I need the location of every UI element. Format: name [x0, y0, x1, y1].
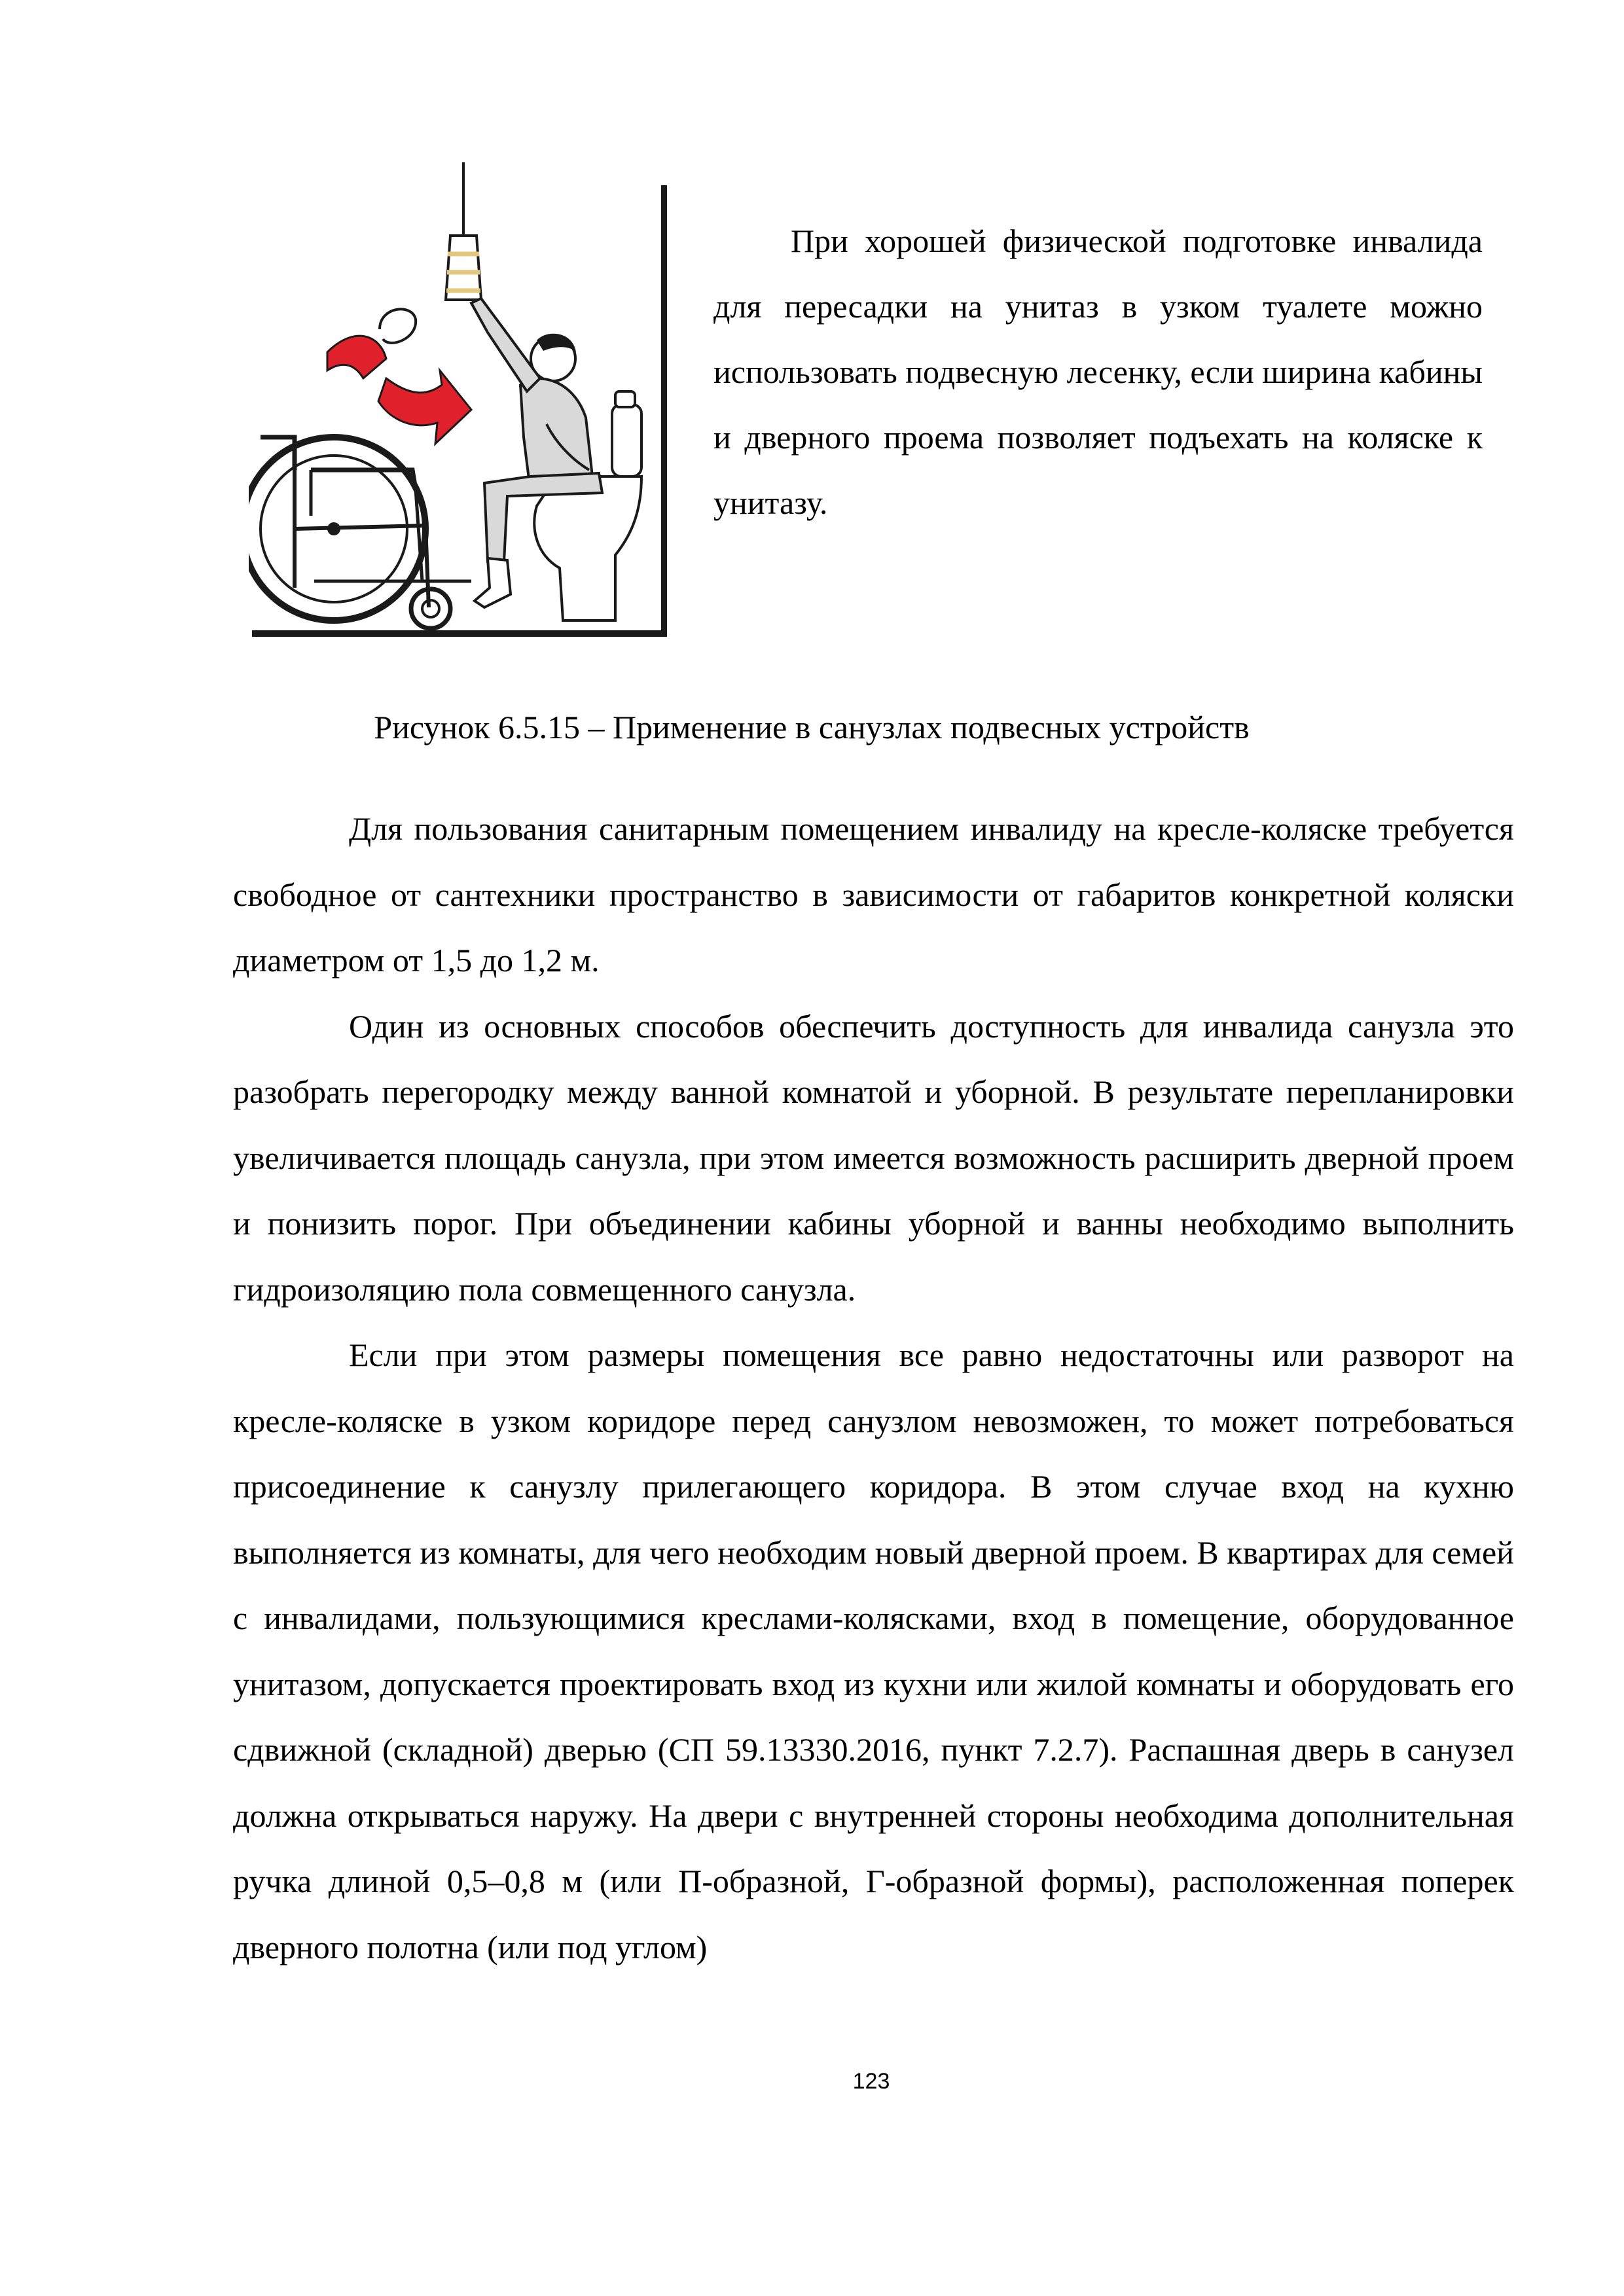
wheelchair-transfer-ladder-illustration [249, 162, 674, 640]
toilet-bowl [534, 476, 641, 620]
paragraph: Для пользования санитарным помещением инвалиду на кресле-коляске требуется свободное от сантехники пространство в зависимости от габаритов конкретной коляски диаметром от 1,5 до 1,2 м. [233, 810, 1514, 978]
wheelchair-front-caster [411, 589, 450, 628]
wheelchair-seat-frame [295, 526, 429, 607]
transfer-arrow-bottom [378, 370, 471, 444]
body-text [233, 796, 1514, 1980]
figure-side-text [713, 208, 1483, 535]
figure-illustration [249, 162, 674, 640]
paragraph: Если при этом размеры помещения все равно недостаточны или разворот на кресле-коляске в узком коридоре перед санузлом невозможен, то может потребоваться присоединение к санузлу прилегающего коридора. В этом случае вход на кухню выполняется из комнаты, для чего необходим новый дверной проем. В квартирах для семей с инвалидами, пользующимися креслами-колясками, вход в помещение, оборудованное унитазом, допускается проектировать вход из кухни или жилой комнаты и оборудовать его сдвижной (складной) дверью (СП 59.13330.2016, пункт 7.2.7). Распашная дверь в санузел должна открываться наружу. На двери с внутренней стороны необходима дополнительная ручка длиной 0,5–0,8 м (или П-образной, Г-образной формы), расположенная поперек дверного полотна (или под углом) [233, 1336, 1514, 1965]
toilet-tank [612, 404, 641, 476]
toilet-flush-button [615, 391, 635, 407]
wall-line [661, 185, 667, 637]
paragraph: Один из основных способов обеспечить доступность для инвалида санузла это разобрать перегородку между ванной комнатой и уборной. В результате перепланировки увеличивается площадь санузла, при этом имеется возможность расширить дверной проем и понизить порог. При объединении кабины уборной и ванны необходимо выполнить гидроизоляцию пола совмещенного санузла. [233, 1007, 1514, 1308]
page-number: 123 [852, 2069, 890, 2094]
transfer-arrow-loop [380, 309, 416, 343]
transfer-arrow-top [327, 336, 386, 378]
person-feet [475, 558, 511, 607]
figure-caption: Рисунок 6.5.15 – Применение в санузлах подвесных устройств [374, 709, 1250, 745]
wheelchair-caster-hub [422, 600, 439, 617]
floor-line [252, 630, 667, 637]
side-paragraph: При хорошей физической подготовке инвалида для пересадки на унитаз в узком туалете можно использовать подвесную лесенку, если ширина кабины и дверного проема позволяет подъехать на коляске к унитазу. [713, 223, 1483, 521]
wheelchair-armrest [311, 470, 416, 490]
person-raised-arm [471, 298, 540, 391]
